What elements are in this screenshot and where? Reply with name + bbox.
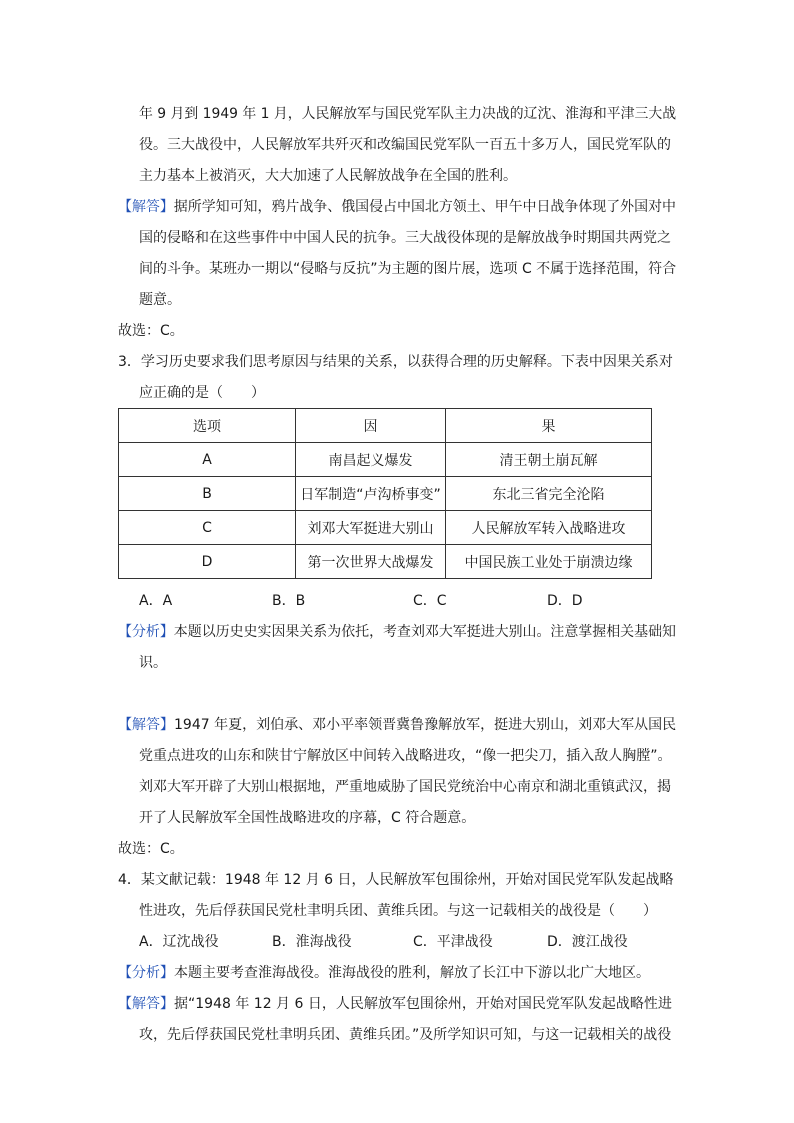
option-d: D．渡江战役	[547, 934, 628, 950]
option-a: A．辽沈战役	[139, 934, 219, 950]
option-d: D．D	[547, 593, 583, 609]
analysis-tag: 【分析】	[118, 965, 174, 981]
table-cell: 南昌起义爆发	[296, 443, 446, 477]
answer-line	[118, 715, 676, 735]
question-3-text: 3．学习历史要求我们思考原因与结果的关系，以获得合理的历史解释。下表中因果关系对	[118, 354, 673, 370]
table-cell: C	[119, 511, 296, 545]
option-b: B．B	[272, 593, 306, 609]
answer-line	[118, 197, 676, 217]
table-row	[119, 545, 652, 579]
table-cell: 日军制造“卢沟桥事变”	[296, 477, 446, 511]
table-cell: 第一次世界大战爆发	[296, 545, 446, 579]
text-line: 开了人民解放军全国性战略进攻的序幕，C 符合题意。	[139, 810, 476, 826]
text-line: 主力基本上被消灭，大大加速了人民解放战争在全国的胜利。	[139, 168, 517, 184]
question-4-text: 4．某文献记载：1948 年 12 月 6 日，人民解放军包围徐州，开始对国民党军队发起战略	[118, 872, 674, 888]
question-3-text: 应正确的是（ ）	[139, 385, 265, 401]
cause-effect-table	[118, 408, 652, 579]
option-c: C．C	[413, 593, 447, 609]
analysis-text: 本题主要考查淮海战役。淮海战役的胜利，解放了长江中下游以北广大地区。	[174, 965, 650, 981]
answer-text: 据所学知可知，鸦片战争、俄国侵占中国北方领土、甲午中日战争体现了外国对中	[173, 199, 676, 215]
analysis-line	[118, 622, 676, 642]
answer-line	[118, 994, 672, 1014]
table-cell: 刘邓大军挺进大别山	[296, 511, 446, 545]
table-header: 因	[296, 409, 446, 443]
text-line: 刘邓大军开辟了大别山根据地，严重地威胁了国民党统治中心南京和湖北重镇武汉，揭	[139, 779, 671, 795]
table-cell: 东北三省完全沦陷	[446, 477, 652, 511]
answer-choice: 故选：C。	[118, 323, 184, 339]
table-cell: A	[119, 443, 296, 477]
text-line: 役。三大战役中，人民解放军共歼灭和改编国民党军队一百五十多万人，国民党军队的	[139, 137, 671, 153]
answer-tag: 【解答】	[118, 717, 174, 733]
text-line: 国的侵略和在这些事件中中国人民的抗争。三大战役体现的是解放战争时期国共两党之	[139, 230, 671, 246]
text-line: 党重点进攻的山东和陕甘宁解放区中间转入战略进攻，“像一把尖刀，插入敌人胸膛”。	[139, 748, 672, 764]
text-line: 攻，先后俘获国民党杜聿明兵团、黄维兵团。”及所学知识可知，与这一记载相关的战役	[139, 1027, 672, 1043]
table-cell: D	[119, 545, 296, 579]
option-c: C．平津战役	[413, 934, 493, 950]
table-header: 果	[446, 409, 652, 443]
answer-tag: 【解答】	[118, 199, 174, 215]
question-4-text: 性进攻，先后俘获国民党杜聿明兵团、黄维兵团。与这一记载相关的战役是（ ）	[139, 903, 657, 919]
table-header-row	[119, 409, 652, 443]
text-line: 年 9 月到 1949 年 1 月，人民解放军与国民党军队主力决战的辽沈、淮海和平津三大战	[139, 106, 677, 122]
table-cell: 清王朝土崩瓦解	[446, 443, 652, 477]
table-row	[119, 511, 652, 545]
option-a: A．A	[139, 593, 173, 609]
analysis-tag: 【分析】	[118, 624, 174, 640]
table-cell: 中国民族工业处于崩溃边缘	[446, 545, 652, 579]
table-header: 选项	[119, 409, 296, 443]
answer-text: 据“1948 年 12 月 6 日，人民解放军包围徐州，开始对国民党军队发起战略性进	[174, 996, 672, 1012]
table-row	[119, 443, 652, 477]
analysis-line	[118, 963, 650, 983]
table-cell: B	[119, 477, 296, 511]
text-line: 题意。	[139, 292, 181, 308]
answer-text: 1947 年夏，刘伯承、邓小平率领晋冀鲁豫解放军，挺进大别山，刘邓大军从国民	[174, 717, 677, 733]
answer-tag: 【解答】	[118, 996, 174, 1012]
answer-choice: 故选：C。	[118, 841, 184, 857]
option-b: B．淮海战役	[272, 934, 352, 950]
analysis-text: 本题以历史史实因果关系为依托，考查刘邓大军挺进大别山。注意掌握相关基础知	[173, 624, 676, 640]
text-line: 间的斗争。某班办一期以“侵略与反抗”为主题的图片展，选项 C 不属于选择范围，符合	[139, 261, 677, 277]
table-row	[119, 477, 652, 511]
table-cell: 人民解放军转入战略进攻	[446, 511, 652, 545]
text-line: 识。	[139, 655, 167, 671]
